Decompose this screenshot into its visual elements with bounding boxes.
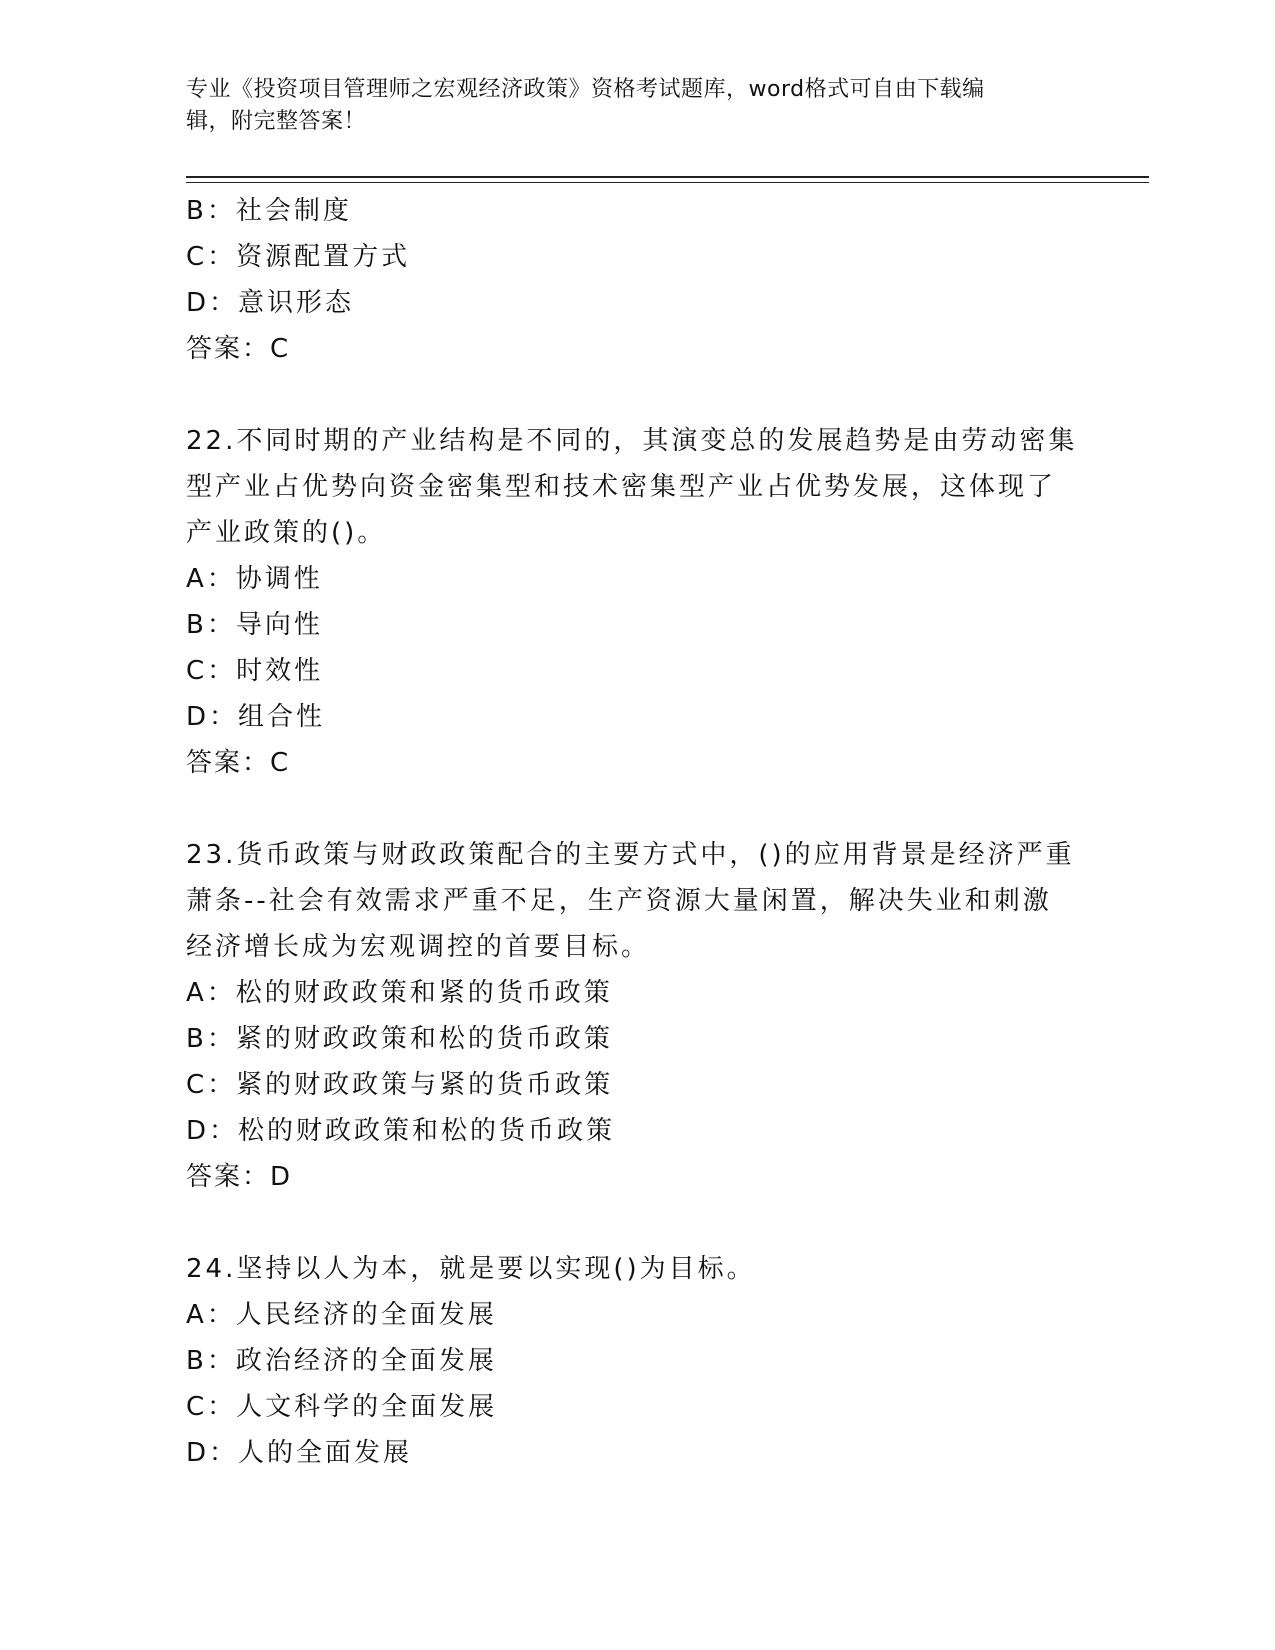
option-c: C：时效性 [186, 656, 324, 686]
header-line-2: 辑，附完整答案！ [186, 109, 367, 134]
header-rule-thick [186, 176, 1149, 178]
option-d: D：组合性 [186, 702, 326, 732]
option-d: D：意识形态 [186, 288, 355, 318]
question-text-line: 型产业占优势向资金密集型和技术密集型产业占优势发展，这体现了 [186, 472, 1057, 502]
option-a: A：人民经济的全面发展 [186, 1300, 497, 1330]
question-content [186, 188, 1086, 1522]
question-block-21-partial [186, 188, 1086, 372]
question-text-line: 经济增长成为宏观调控的首要目标。 [186, 932, 651, 962]
option-b: B：政治经济的全面发展 [186, 1346, 497, 1376]
option-c: C：人文科学的全面发展 [186, 1392, 498, 1422]
option-a: A：松的财政政策和紧的货币政策 [186, 978, 613, 1008]
answer-line: 答案：C [186, 748, 291, 778]
page-header [186, 74, 1086, 138]
question-block-23 [186, 832, 1086, 1200]
option-c: C：资源配置方式 [186, 242, 411, 272]
option-d: D：人的全面发展 [186, 1438, 413, 1468]
question-text-line: 产业政策的()。 [186, 518, 387, 548]
option-a: A：协调性 [186, 564, 323, 594]
question-text-line: 24.坚持以人为本，就是要以实现()为目标。 [186, 1254, 756, 1284]
header-rule-thin [186, 182, 1149, 183]
question-text-line: 萧条--社会有效需求严重不足，生产资源大量闲置，解决失业和刺激 [186, 886, 1052, 916]
option-b: B：社会制度 [186, 196, 352, 226]
option-c: C：紧的财政政策与紧的货币政策 [186, 1070, 614, 1100]
header-line-1: 专业《投资项目管理师之宏观经济政策》资格考试题库，word格式可自由下载编 [186, 77, 985, 102]
answer-line: 答案：D [186, 1162, 293, 1192]
option-b: B：导向性 [186, 610, 323, 640]
question-text-line: 23.货币政策与财政政策配合的主要方式中，()的应用背景是经济严重 [186, 840, 1075, 870]
question-block-22 [186, 418, 1086, 786]
option-b: B：紧的财政政策和松的货币政策 [186, 1024, 613, 1054]
option-d: D：松的财政政策和松的货币政策 [186, 1116, 616, 1146]
answer-line: 答案：C [186, 334, 291, 364]
question-text-line: 22.不同时期的产业结构是不同的，其演变总的发展趋势是由劳动密集 [186, 426, 1078, 456]
question-block-24 [186, 1246, 1086, 1476]
